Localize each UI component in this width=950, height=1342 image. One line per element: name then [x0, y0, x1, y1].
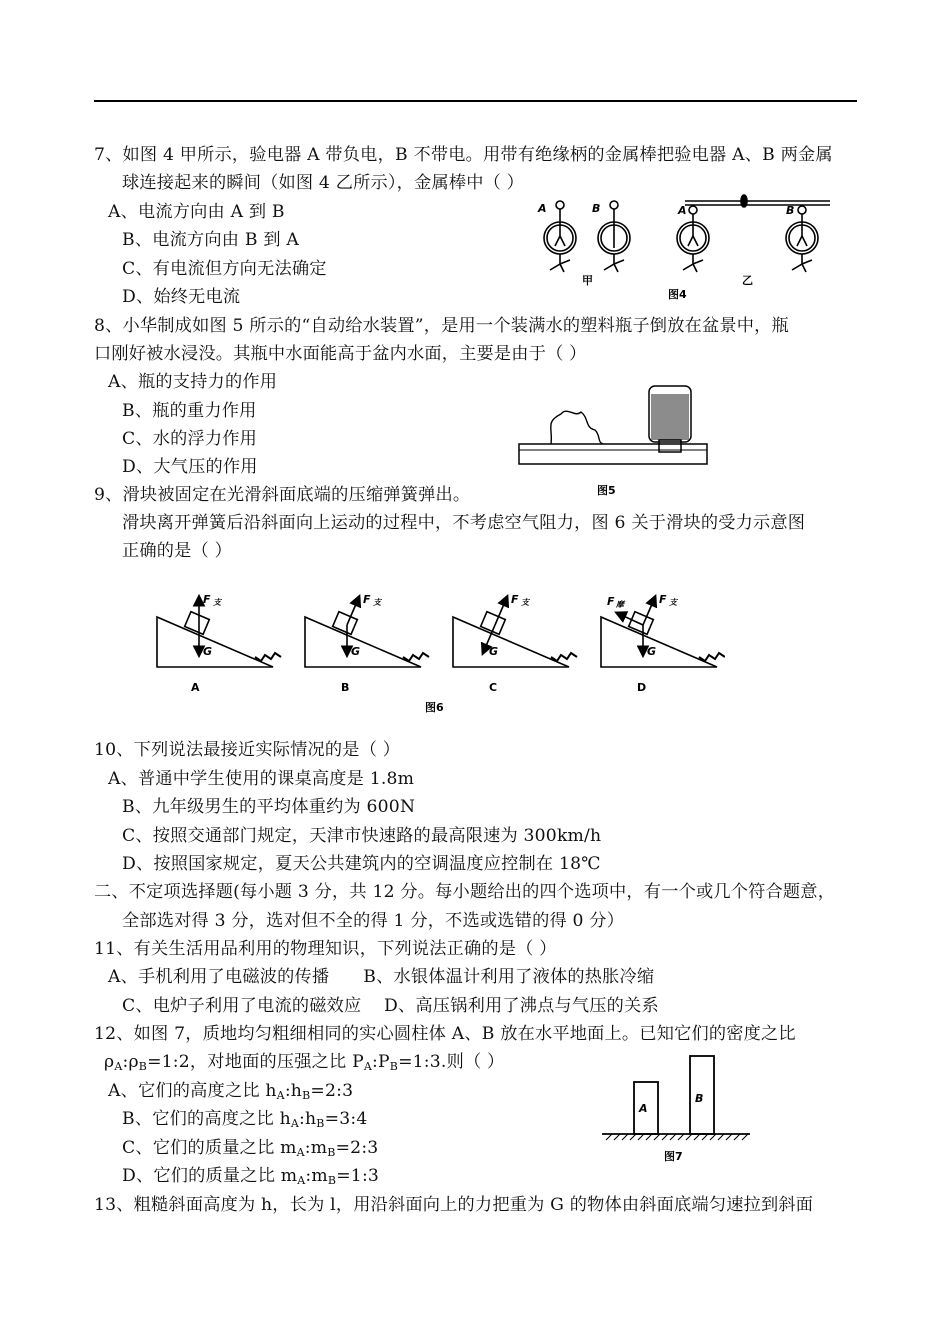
fig4-caption: 图4	[668, 288, 687, 301]
q12-option-a: A、它们的高度之比 $h_A:h_B=2:3$	[108, 1081, 354, 1102]
fig6-d-fsupport-sub: 支	[669, 598, 677, 607]
fig6-panel-c: C	[489, 681, 498, 694]
figure-7-cylinders	[598, 1052, 758, 1164]
section2-heading-line1: 二、不定项选择题(每小题 3 分，共 12 分。每小题给出的四个选项中，有一个或几个符合题意，	[94, 882, 836, 902]
q7-option-a: A、电流方向由 A 到 B	[108, 202, 285, 222]
fig6-panel-b: B	[341, 681, 350, 694]
q8-option-d: D、大气压的作用	[122, 457, 258, 477]
q7-option-c: C、有电流但方向无法确定	[122, 259, 327, 279]
q7-option-b: B、电流方向由 B 到 A	[122, 230, 299, 250]
fig4-label-b2: B	[786, 204, 795, 217]
q12-stem-line2: $\rho_A:\rho_B=1:2$，对地面的压强之比 $P_A:P_B=1:3$.则（ ）	[104, 1052, 505, 1073]
q9-stem-line2: 滑块离开弹簧后沿斜面向上运动的过程中，不考虑空气阻力，图 6 关于滑块的受力示意图	[122, 513, 806, 533]
fig6-panel-a: A	[191, 681, 200, 694]
fig6-a-gravity: G	[203, 645, 213, 658]
fig6-c-gravity: G	[489, 645, 499, 658]
fig7-label-a: A	[639, 1102, 648, 1115]
q7-stem-line2: 球连接起来的瞬间（如图 4 乙所示），金属棒中（ ）	[122, 173, 525, 193]
fig6-c-fsupport: F	[511, 593, 519, 606]
q9-stem-line1: 9、滑块被固定在光滑斜面底端的压缩弹簧弹出。	[94, 485, 471, 505]
figure-5-water-device	[515, 378, 715, 498]
fig6-b-fsupport: F	[363, 593, 371, 606]
q10-option-b: B、九年级男生的平均体重约为 600N	[122, 797, 416, 817]
fig6-d-ffriction: F	[607, 595, 615, 608]
q11-stem: 11、有关生活用品利用的物理知识，下列说法正确的是（ ）	[94, 939, 557, 959]
fig4-label-a1: A	[538, 202, 547, 215]
q8-option-c: C、水的浮力作用	[122, 429, 258, 449]
q10-option-a: A、普通中学生使用的课桌高度是 1.8m	[108, 769, 415, 789]
fig7-label-b: B	[695, 1092, 704, 1105]
q9-stem-line3: 正确的是（ ）	[122, 541, 232, 561]
fig6-b-fsupport-sub: 支	[373, 598, 381, 607]
fig6-d-gravity: G	[647, 645, 657, 658]
q12-stem-line1: 12、如图 7，质地均匀粗细相同的实心圆柱体 A、B 放在水平地面上。已知它们的密度之比	[94, 1024, 796, 1044]
q13-stem-line1: 13、粗糙斜面高度为 h，长为 l，用沿斜面向上的力把重为 G 的物体由斜面底端匀速拉到斜面	[94, 1195, 814, 1215]
fig6-c-fsupport-sub: 支	[521, 598, 529, 607]
fig6-caption: 图6	[425, 701, 444, 714]
figure-6-force-diagrams	[145, 585, 725, 715]
fig4-label-a2: A	[678, 204, 687, 217]
fig4-label-yi: 乙	[742, 274, 753, 287]
q12-option-c: C、它们的质量之比 $m_A:m_B=2:3$	[122, 1138, 379, 1159]
q7-option-d: D、始终无电流	[122, 287, 241, 307]
fig6-a-fsupport-sub: 支	[213, 598, 221, 607]
q8-stem-line2: 口刚好被水浸没。其瓶中水面能高于盆内水面，主要是由于（ ）	[94, 344, 587, 364]
q12-option-d: D、它们的质量之比 $m_A:m_B=1:3$	[122, 1166, 380, 1187]
figure-4-electroscopes	[530, 190, 850, 305]
q8-stem-line1: 8、小华制成如图 5 所示的“自动给水装置”，是用一个装满水的塑料瓶子倒放在盆景中，瓶	[94, 316, 789, 336]
q10-option-d: D、按照国家规定，夏天公共建筑内的空调温度应控制在 18℃	[122, 854, 601, 874]
fig6-panel-d: D	[637, 681, 647, 694]
q8-option-b: B、瓶的重力作用	[122, 401, 257, 421]
q7-stem-line1: 7、如图 4 甲所示，验电器 A 带负电，B 不带电。用带有绝缘柄的金属棒把验电器 A、B 两金属	[94, 145, 833, 165]
q12-option-b: B、它们的高度之比 $h_A:h_B=3:4$	[122, 1109, 368, 1130]
q8-option-a: A、瓶的支持力的作用	[108, 372, 278, 392]
fig7-caption: 图7	[664, 1150, 683, 1163]
q10-option-c: C、按照交通部门规定，天津市快速路的最高限速为 300km/h	[122, 826, 602, 846]
section2-heading-line2: 全部选对得 3 分，选对但不全的得 1 分，不选或选错的得 0 分）	[122, 911, 625, 931]
q10-stem: 10、下列说法最接近实际情况的是（ ）	[94, 740, 401, 760]
header-rule	[94, 100, 857, 102]
fig6-d-fsupport: F	[659, 593, 667, 606]
fig6-b-gravity: G	[351, 645, 361, 658]
fig5-caption: 图5	[597, 484, 616, 497]
fig4-label-jia: 甲	[582, 274, 593, 287]
q11-options-row1: A、手机利用了电磁波的传播 B、水银体温计利用了液体的热胀冷缩	[108, 967, 655, 987]
fig6-a-fsupport: F	[203, 593, 211, 606]
fig6-d-ffriction-sub: 摩	[616, 600, 624, 609]
q11-options-row2: C、电炉子利用了电流的磁效应 D、高压锅利用了沸点与气压的关系	[122, 996, 659, 1016]
fig4-label-b1: B	[592, 202, 601, 215]
